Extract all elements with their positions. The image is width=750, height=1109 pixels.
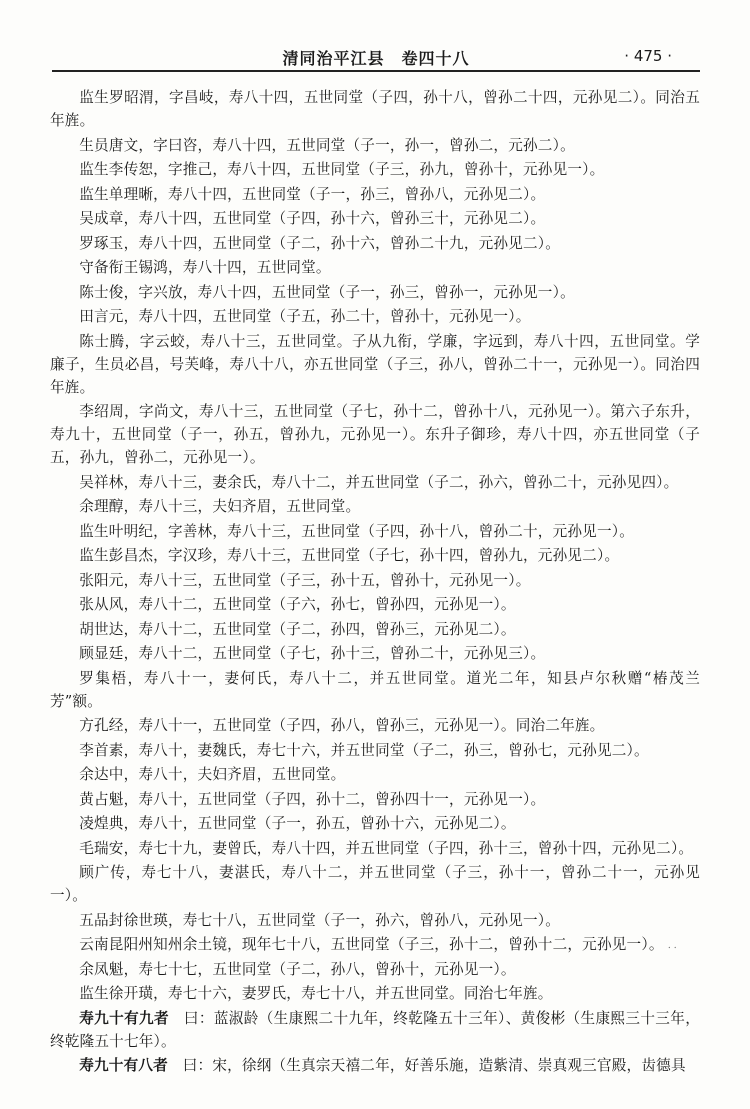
entry-paragraph	[50, 958, 700, 981]
entry-paragraph	[50, 837, 700, 860]
entry-paragraph	[50, 593, 700, 616]
entry-text: 李首素，寿八十，妻魏氏，寿七十六，并五世同堂（子二，孙三，曾孙七，元孙见二）。	[79, 741, 649, 759]
entry-text: 陈士腾，字云蛟，寿八十三，五世同堂。子从九衔，学廉，字远到，寿八十四，五世同堂。学廉子，生员必昌，号芙峰，寿八十八，亦五世同堂（子三，孙八，曾孙二十一，元孙见一）。同治四年旌。	[50, 332, 700, 396]
entry-text: 李绍周，字尚文，寿八十三，五世同堂（子七，孙十二，曾孙十八，元孙见一）。第六子东升，寿九十，五世同堂（子一，孙五，曾孙九，元孙见一）。东升子御珍，寿八十四，亦五世同堂（子五，孙九，曾孙二，元孙见一）。	[50, 403, 700, 466]
scan-speck: ⸱ ⸱	[668, 943, 677, 954]
entry-text: 吴祥林，寿八十三，妻余氏，寿八十二，并五世同堂（子二，孙六，曾孙二十，元孙见四）。	[79, 473, 679, 491]
entry-text: 守备衔王锡鸿，寿八十四，五世同堂。	[79, 259, 331, 276]
entry-paragraph	[50, 400, 700, 469]
entry-text: 曰：宋，徐纲（生真宗天禧二年，好善乐施，造紫清、崇真观三官殿，齿德具	[167, 1057, 686, 1074]
entry-text: 方孔经，寿八十一，五世同堂（子四，孙八，曾孙三，元孙见一）。同治二年旌。	[79, 717, 605, 734]
entry-paragraph	[50, 183, 700, 206]
entry-text: 顾显廷，寿八十二，五世同堂（子七，孙十三，曾孙二十，元孙见三）。	[79, 645, 546, 662]
entry-paragraph	[50, 618, 700, 641]
entry-paragraph	[50, 520, 700, 543]
entry-text: 毛瑞安，寿七十九，妻曾氏，寿八十四，并五世同堂（子四，孙十三，曾孙十四，元孙见二）。	[79, 839, 694, 857]
entry-paragraph	[50, 667, 700, 713]
entry-paragraph	[50, 86, 700, 132]
category-heading: 寿九十有九者	[79, 1009, 169, 1027]
entry-paragraph	[50, 544, 700, 567]
entry-text: 监生李传恕，字推己，寿八十四，五世同堂（子三，孙九，曾孙十，元孙见一）。	[79, 161, 605, 178]
entry-text: 黄占魁，寿八十，五世同堂（子四，孙十二，曾孙四十一，元孙见一）。	[79, 790, 546, 808]
entry-paragraph	[50, 495, 700, 518]
entry-paragraph	[50, 330, 700, 399]
entry-paragraph	[50, 305, 700, 328]
entry-paragraph	[50, 982, 700, 1005]
page-header	[52, 40, 700, 72]
entry-paragraph	[50, 471, 700, 494]
entry-paragraph	[50, 569, 700, 592]
entry-paragraph	[50, 861, 700, 907]
entry-text: 余凤魁，寿七十七，五世同堂（子二，孙八，曾孙十，元孙见一）。	[79, 960, 516, 978]
entry-text: 监生单理晰，寿八十四，五世同堂（子一，孙三，曾孙八，元孙见二）。	[79, 185, 546, 203]
entry-paragraph	[50, 642, 700, 665]
entry-text: 余理醇，寿八十三，夫妇齐眉，五世同堂。	[79, 498, 361, 515]
entry-paragraph	[50, 788, 700, 811]
entry-text: 罗集梧，寿八十一，妻何氏，寿八十二，并五世同堂。道光二年，知县卢尔秋赠“椿茂兰芳”额。	[50, 669, 700, 710]
entry-text: 云南昆阳州知州余土镜，现年七十八，五世同堂（子三，孙十二，曾孙十二，元孙见一）。	[79, 936, 664, 953]
entry-text: 顾广传，寿七十八，妻湛氏，寿八十二，并五世同堂（子三，孙十一，曾孙二十一，元孙见一）。	[50, 864, 700, 904]
entry-text: 曰：蓝淑龄（生康熙二十九年，终乾隆五十三年）、黄俊彬（生康熙三十三年，终乾隆五十七年）。	[50, 1009, 701, 1050]
entry-paragraph	[50, 909, 700, 932]
entry-paragraph	[50, 281, 700, 304]
entry-text: 生员唐文，字曰咨，寿八十四，五世同堂（子一，孙一，曾孙二，元孙二）。	[79, 136, 575, 154]
entry-paragraph	[50, 714, 700, 737]
entry-paragraph	[50, 763, 700, 786]
entry-text: 胡世达，寿八十二，五世同堂（子二，孙四，曾孙三，元孙见二）。	[79, 620, 516, 638]
entry-text: 罗琢玉，寿八十四，五世同堂（子二，孙十六，曾孙二十九，元孙见二）。	[79, 234, 561, 252]
entry-paragraph	[50, 158, 700, 181]
document-body	[50, 86, 700, 1079]
entry-paragraph	[50, 1054, 700, 1077]
entry-paragraph	[50, 933, 700, 956]
entry-text: 监生彭昌杰，字汉珍，寿八十三，五世同堂（子七，孙十四，曾孙九，元孙见二）。	[79, 547, 620, 564]
entry-text: 监生罗昭渭，字昌岐，寿八十四，五世同堂（子四，孙十八，曾孙二十四，元孙见二）。同治五年旌。	[50, 89, 700, 129]
entry-text: 田言元，寿八十四，五世同堂（子五，孙二十，曾孙十，元孙见一）。	[79, 308, 531, 325]
entry-text: 张阳元，寿八十三，五世同堂（子三，孙十五，曾孙十，元孙见一）。	[79, 571, 531, 589]
entry-text: 五品封徐世瑛，寿七十八，五世同堂（子一，孙六，曾孙八，元孙见一）。	[79, 911, 561, 929]
entry-text: 吴成章，寿八十四，五世同堂（子四，孙十六，曾孙三十，元孙见二）。	[79, 210, 546, 227]
running-title: 清同治平江县 卷四十八	[282, 49, 470, 68]
entry-text: 监生叶明纪，字善林，寿八十三，五世同堂（子四，孙十八，曾孙二十，元孙见一）。	[79, 522, 635, 540]
entry-paragraph	[50, 134, 700, 157]
entry-text: 陈士俊，字兴放，寿八十四，五世同堂（子一，孙三，曾孙一，元孙见一）。	[79, 283, 575, 301]
entry-paragraph	[50, 1007, 700, 1053]
entry-text: 凌煌典，寿八十，五世同堂（子一，孙五，曾孙十六，元孙见二）。	[79, 815, 516, 832]
page-number: · 475 ·	[624, 47, 672, 65]
entry-paragraph	[50, 256, 700, 279]
entry-text: 张从风，寿八十二，五世同堂（子六，孙七，曾孙四，元孙见一）。	[79, 596, 516, 613]
entry-paragraph	[50, 812, 700, 835]
entry-paragraph	[50, 739, 700, 762]
category-heading: 寿九十有八者	[79, 1057, 168, 1074]
entry-paragraph	[50, 232, 700, 255]
entry-text: 余达中，寿八十，夫妇齐眉，五世同堂。	[79, 766, 346, 783]
entry-paragraph	[50, 207, 700, 230]
entry-text: 监生徐开璜，寿七十六，妻罗氏，寿七十八，并五世同堂。同治七年旌。	[79, 985, 553, 1002]
